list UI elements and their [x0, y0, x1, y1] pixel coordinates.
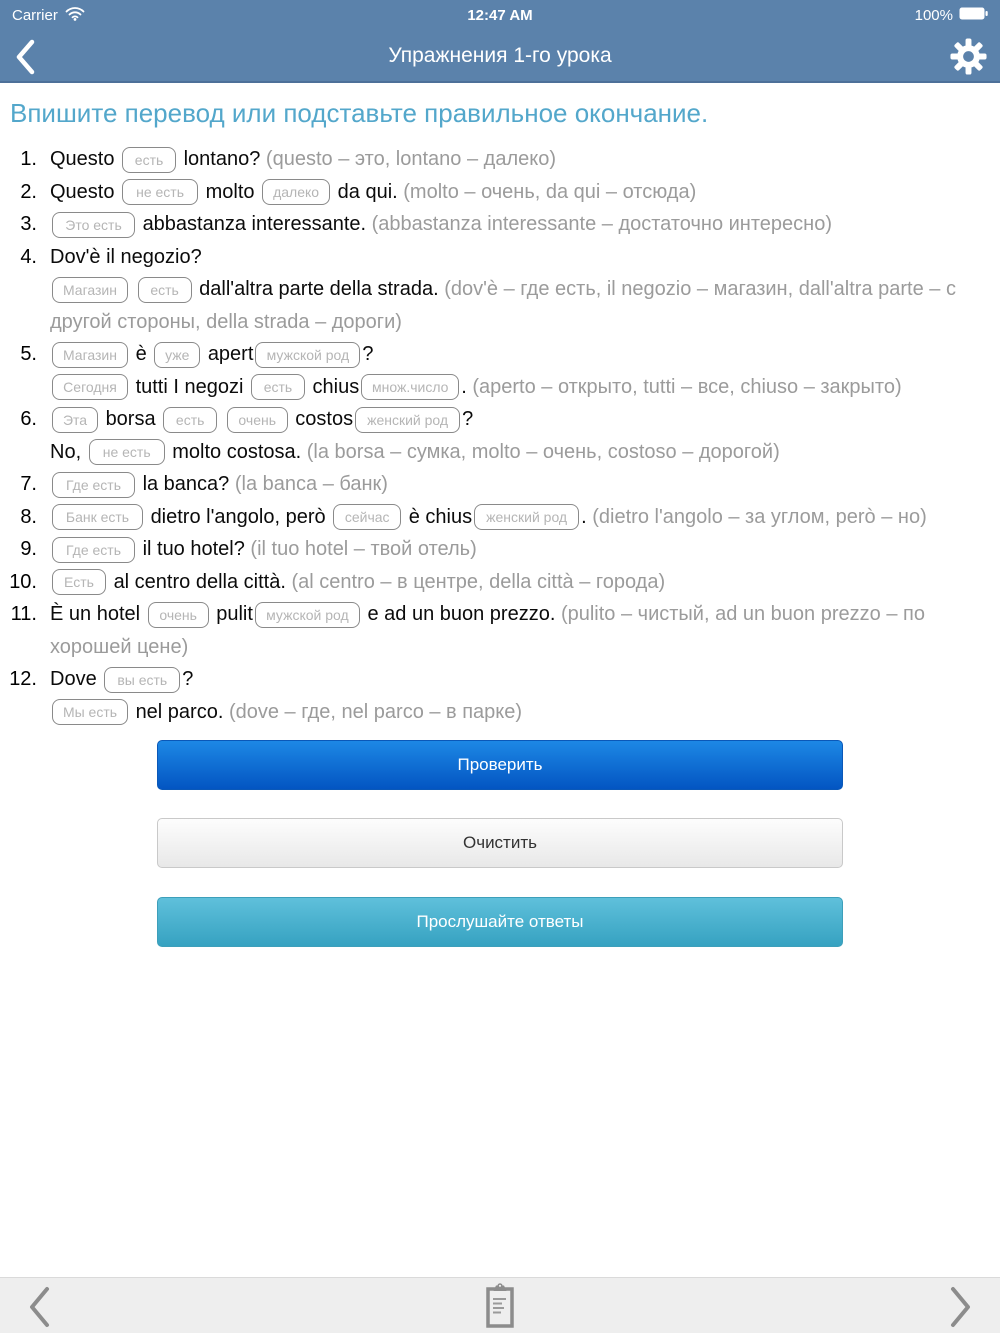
listen-answers-button[interactable]: Прослушайте ответы: [157, 897, 843, 947]
item-number: 4.: [20, 245, 37, 268]
answer-input[interactable]: [52, 537, 135, 563]
item-content: [50, 208, 1000, 241]
clipboard-icon: [481, 1317, 519, 1334]
sentence-text: È un hotel: [50, 603, 141, 625]
exercise-item: [0, 241, 1000, 339]
item-number: 3.: [20, 213, 37, 235]
exercise-list: [0, 143, 1000, 728]
exercise-item: [0, 468, 1000, 501]
wifi-icon: [65, 6, 85, 25]
battery-icon: [959, 7, 988, 24]
sentence-text: e ad un buon prezzo.: [367, 603, 556, 625]
sentence-text: da qui.: [337, 180, 398, 203]
sentence-text: al centro della città.: [113, 570, 286, 593]
answer-input[interactable]: [262, 179, 330, 205]
item-content: [50, 143, 1000, 176]
settings-button[interactable]: [950, 38, 987, 75]
hint-text: (aperto – открыто, tutti – все, chiuso – закрыто): [472, 375, 902, 398]
exercise-item: [0, 663, 1000, 728]
item-content: [50, 598, 1000, 663]
exercise-item: [0, 566, 1000, 599]
sentence-text: abbastanza interessante.: [142, 213, 367, 235]
status-bar: [0, 0, 1000, 30]
instruction-heading: Впишите перевод или подставьте правильное окончание.: [10, 98, 709, 128]
answer-input[interactable]: [104, 667, 180, 693]
item-number: 11.: [10, 603, 37, 625]
answer-input[interactable]: [333, 504, 401, 530]
prev-page-button[interactable]: [26, 1286, 52, 1328]
exercise-item: [0, 533, 1000, 566]
exercise-item: [0, 598, 1000, 663]
item-content: [50, 338, 1000, 403]
answer-input[interactable]: [52, 472, 135, 498]
carrier-label: Carrier: [12, 6, 58, 24]
chevron-left-icon: [13, 62, 37, 79]
item-number: 2.: [20, 180, 37, 203]
hint-text: (questo – это, lontano – далеко): [265, 148, 556, 170]
answer-input[interactable]: [255, 342, 360, 368]
item-content: [50, 533, 1000, 566]
item-number: 12.: [9, 668, 37, 690]
item-number: 7.: [20, 473, 37, 495]
sentence-text: lontano?: [183, 148, 261, 170]
hint-text: (pulito – чистый, ad un buon prezzo – по хорошей цене): [50, 603, 925, 658]
item-content: [50, 176, 1000, 209]
action-buttons: [157, 740, 843, 947]
sentence-text: .: [581, 505, 587, 528]
sentence-text: apert: [207, 343, 254, 365]
answer-input[interactable]: [355, 407, 460, 433]
answer-input[interactable]: [227, 407, 288, 433]
sentence-text: borsa: [105, 408, 156, 430]
item-number: 9.: [20, 538, 37, 560]
answer-input[interactable]: [163, 407, 217, 433]
answer-input[interactable]: [361, 374, 459, 400]
check-button[interactable]: Проверить: [157, 740, 843, 790]
sentence-text: la banca?: [142, 473, 230, 495]
answer-input[interactable]: [89, 439, 165, 465]
hint-text: (la banca – банк): [234, 473, 388, 495]
hint-text: (dov'è – где есть, il negozio – магазин, dall'altra parte – с другой стороны, della strada – дороги): [50, 278, 956, 333]
answer-input[interactable]: [52, 212, 135, 238]
notes-button[interactable]: [481, 1282, 519, 1330]
sentence-text: pulit: [216, 603, 253, 625]
item-number: 8.: [20, 505, 37, 528]
bottom-toolbar: [0, 1277, 1000, 1333]
hint-text: (la borsa – сумка, molto – очень, costoso – дорогой): [306, 440, 780, 463]
answer-input[interactable]: [52, 407, 98, 433]
sentence-text: Questo: [50, 148, 115, 170]
item-content: [50, 663, 1000, 728]
next-page-button[interactable]: [948, 1286, 974, 1328]
sentence-text: Dove: [50, 668, 97, 690]
answer-input[interactable]: [52, 342, 128, 368]
answer-input[interactable]: [52, 699, 128, 725]
sentence-text: Questo: [50, 180, 115, 203]
sentence-text: molto costosa.: [172, 440, 302, 463]
item-content: [50, 566, 1000, 599]
hint-text: (dove – где, nel parco – в парке): [228, 700, 523, 723]
exercise-item: [0, 143, 1000, 176]
gear-icon: [950, 62, 987, 79]
exercise-item: [0, 176, 1000, 209]
sentence-text: ?: [362, 343, 374, 365]
answer-input[interactable]: [52, 504, 143, 530]
chevron-left-icon: [26, 1315, 52, 1332]
answer-input[interactable]: [122, 147, 176, 173]
hint-text: (molto – очень, da qui – отсюда): [403, 180, 697, 203]
answer-input[interactable]: [52, 277, 128, 303]
sentence-text: dietro l'angolo, però: [150, 505, 326, 528]
exercise-item: [0, 501, 1000, 534]
hint-text: (abbastanza interessante – достаточно интересно): [371, 213, 832, 235]
answer-input[interactable]: [255, 602, 360, 628]
sentence-text: dall'altra parte della strada.: [199, 278, 439, 300]
sentence-text: è: [135, 343, 147, 365]
exercise-item: [0, 208, 1000, 241]
item-content: [50, 501, 1000, 534]
exercise-item: [0, 338, 1000, 403]
item-content: [50, 403, 1000, 468]
hint-text: (al centro – в центре, della città – города): [291, 570, 666, 593]
answer-input[interactable]: [122, 179, 198, 205]
answer-input[interactable]: [52, 569, 106, 595]
answer-input[interactable]: [474, 504, 579, 530]
item-content: [50, 241, 1000, 339]
sentence-text: è chius: [408, 505, 473, 528]
sentence-text: ?: [462, 408, 474, 430]
item-number: 6.: [20, 408, 37, 430]
sentence-text: ?: [182, 668, 194, 690]
item-content: [50, 468, 1000, 501]
answer-input[interactable]: [52, 374, 128, 400]
sentence-text: chius: [312, 375, 360, 398]
sentence-text: No,: [50, 440, 82, 463]
sentence-text: nel parco.: [135, 700, 224, 723]
clock: 12:47 AM: [467, 6, 533, 24]
page-title: Упражнения 1-го урока: [388, 43, 612, 67]
item-number: 1.: [20, 148, 37, 170]
hint-text: (il tuo hotel – твой отель): [250, 538, 477, 560]
nav-bar: [0, 30, 1000, 83]
answer-input[interactable]: [251, 374, 305, 400]
sentence-text: Dov'è il negozio?: [50, 245, 202, 268]
sentence-text: il tuo hotel?: [142, 538, 245, 560]
hint-text: (dietro l'angolo – за углом, però – но): [592, 505, 927, 528]
sentence-text: molto: [205, 180, 255, 203]
clear-button[interactable]: Очистить: [157, 818, 843, 868]
answer-input[interactable]: [148, 602, 209, 628]
back-button[interactable]: [13, 39, 37, 75]
sentence-text: tutti I negozi: [135, 375, 244, 398]
chevron-right-icon: [948, 1315, 974, 1332]
item-number: 10.: [9, 570, 37, 593]
battery-percent: 100%: [914, 6, 953, 24]
exercise-item: [0, 403, 1000, 468]
answer-input[interactable]: [138, 277, 192, 303]
sentence-text: .: [461, 375, 467, 398]
sentence-text: costos: [295, 408, 354, 430]
item-number: 5.: [20, 343, 37, 365]
answer-input[interactable]: [154, 342, 200, 368]
